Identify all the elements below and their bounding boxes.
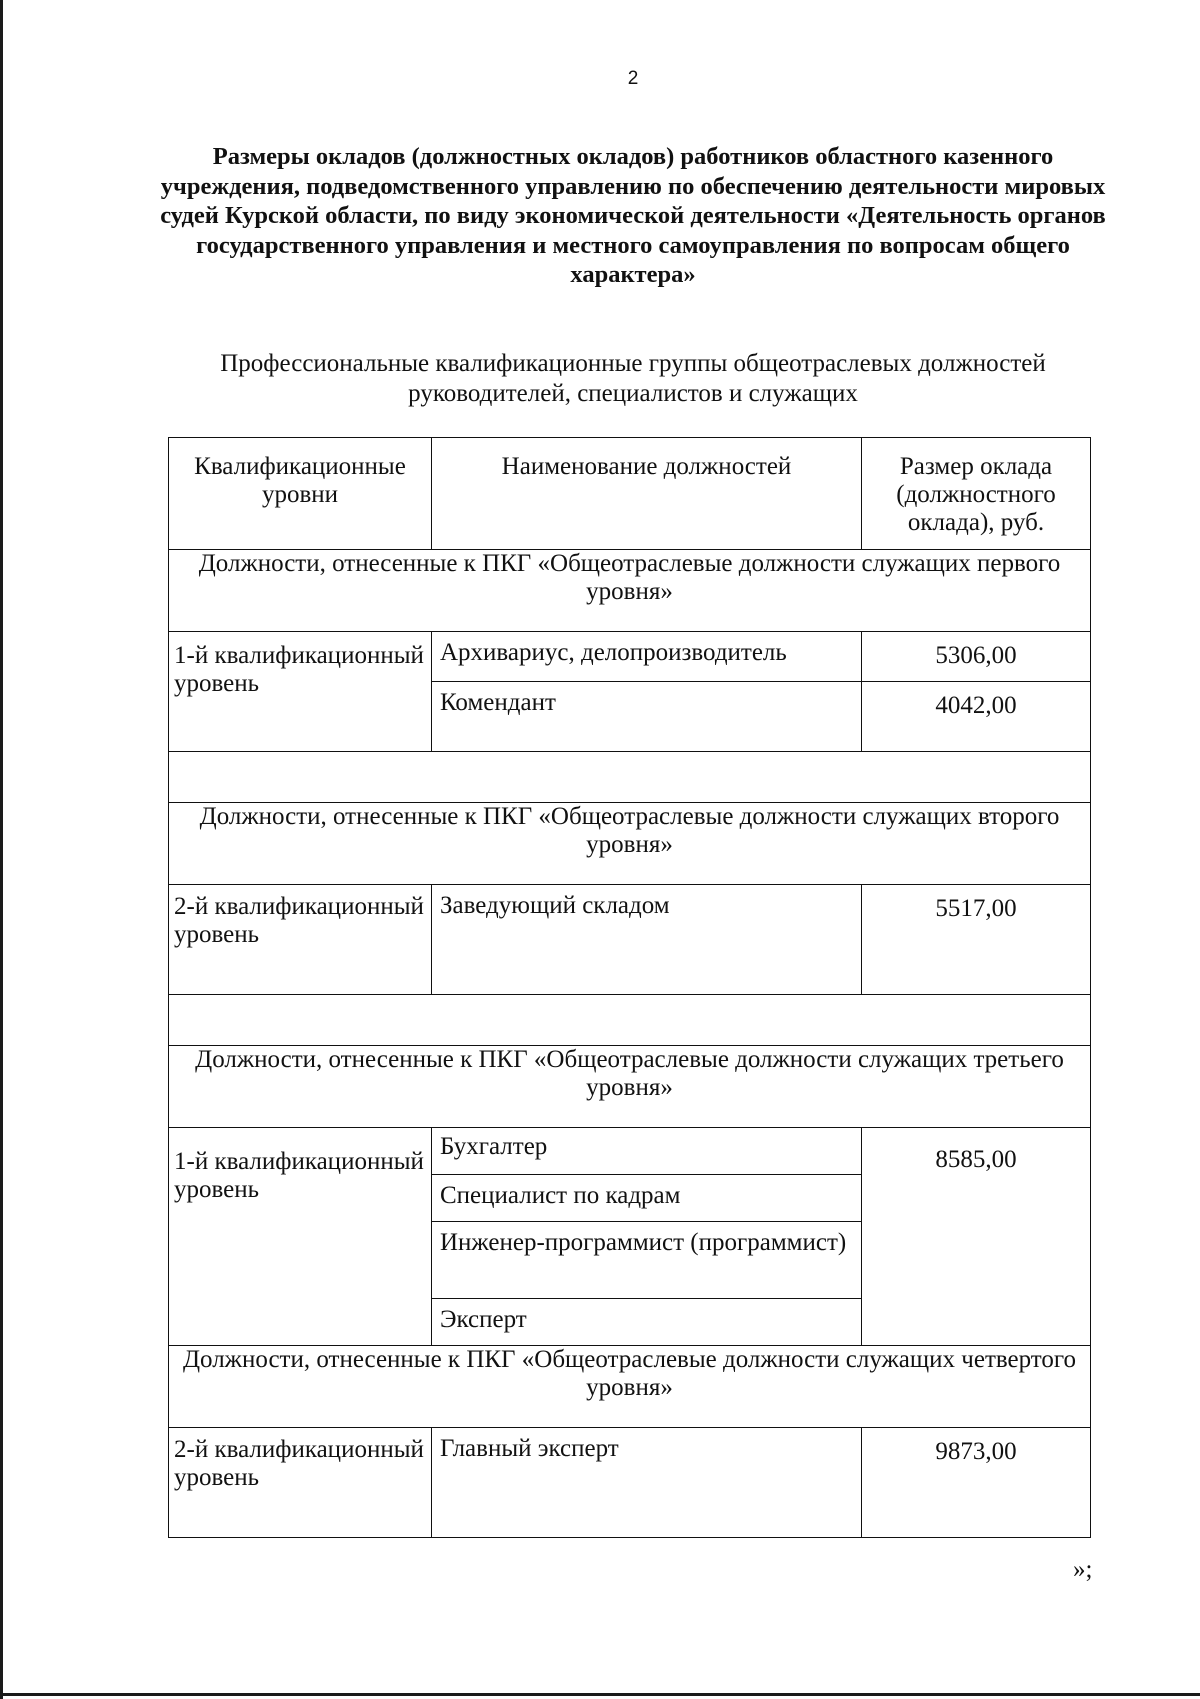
position-name: Заведующий складом [432, 885, 862, 995]
salary-value: 5306,00 [862, 632, 1091, 682]
spacer-row [169, 995, 1091, 1046]
salary-value: 5517,00 [862, 885, 1091, 995]
empty-cell [169, 752, 1091, 803]
group-title: Должности, отнесенные к ПКГ «Общеотраслевые должности служащих четвертого уровня» [169, 1346, 1091, 1428]
position-name: Бухгалтер [432, 1128, 862, 1175]
group-title: Должности, отнесенные к ПКГ «Общеотраслевые должности служащих третьего уровня» [169, 1046, 1091, 1128]
group-title: Должности, отнесенные к ПКГ «Общеотраслевые должности служащих второго уровня» [169, 803, 1091, 885]
group-title-row [169, 550, 1091, 632]
document-subtitle: Профессиональные квалификационные группы общеотраслевых должностей руководителей, специалистов и служащих [220, 350, 1046, 407]
table-row [169, 1128, 1091, 1175]
group-title: Должности, отнесенные к ПКГ «Общеотраслевые должности служащих первого уровня» [169, 550, 1091, 632]
salary-value: 8585,00 [862, 1128, 1091, 1346]
scan-edge-left [0, 0, 3, 1699]
table-row [169, 632, 1091, 682]
table-header-row [169, 438, 1091, 550]
qualification-level: 2-й квалификационный уровень [169, 885, 432, 995]
position-name: Главный эксперт [432, 1428, 862, 1538]
empty-cell [169, 995, 1091, 1046]
salary-table [168, 437, 1091, 1538]
header-level: Квалификационные уровни [169, 438, 432, 550]
table-row [169, 885, 1091, 995]
table-row [169, 1428, 1091, 1538]
position-name: Архивариус, делопроизводитель [432, 632, 862, 682]
position-name: Эксперт [432, 1299, 862, 1346]
position-name: Комендант [432, 682, 862, 752]
page-number: 2 [627, 68, 639, 89]
closing-quote-mark: »; [1073, 1556, 1093, 1583]
position-name: Специалист по кадрам [432, 1175, 862, 1222]
salary-value: 9873,00 [862, 1428, 1091, 1538]
qualification-level: 2-й квалификационный уровень [169, 1428, 432, 1538]
position-name: Инженер-программист (программист) [432, 1222, 862, 1299]
header-position: Наименование должностей [432, 438, 862, 550]
qualification-level: 1-й квалификационный уровень [169, 632, 432, 752]
qualification-level: 1-й квалификационный уровень [169, 1128, 432, 1346]
group-title-row [169, 1046, 1091, 1128]
scan-edge-bottom [0, 1693, 1200, 1696]
group-title-row [169, 803, 1091, 885]
document-title: Размеры окладов (должностных окладов) работников областного казенного учреждения, подведомственного управлению по обеспечению деятельности мировых судей Курской области, по виду экономической деятельности «Деятельность органов государственного управления и местного самоуправления по вопросам общего характера» [160, 143, 1106, 289]
header-salary: Размер оклада (должностного оклада), руб. [862, 438, 1091, 550]
salary-value: 4042,00 [862, 682, 1091, 752]
spacer-row [169, 752, 1091, 803]
group-title-row [169, 1346, 1091, 1428]
